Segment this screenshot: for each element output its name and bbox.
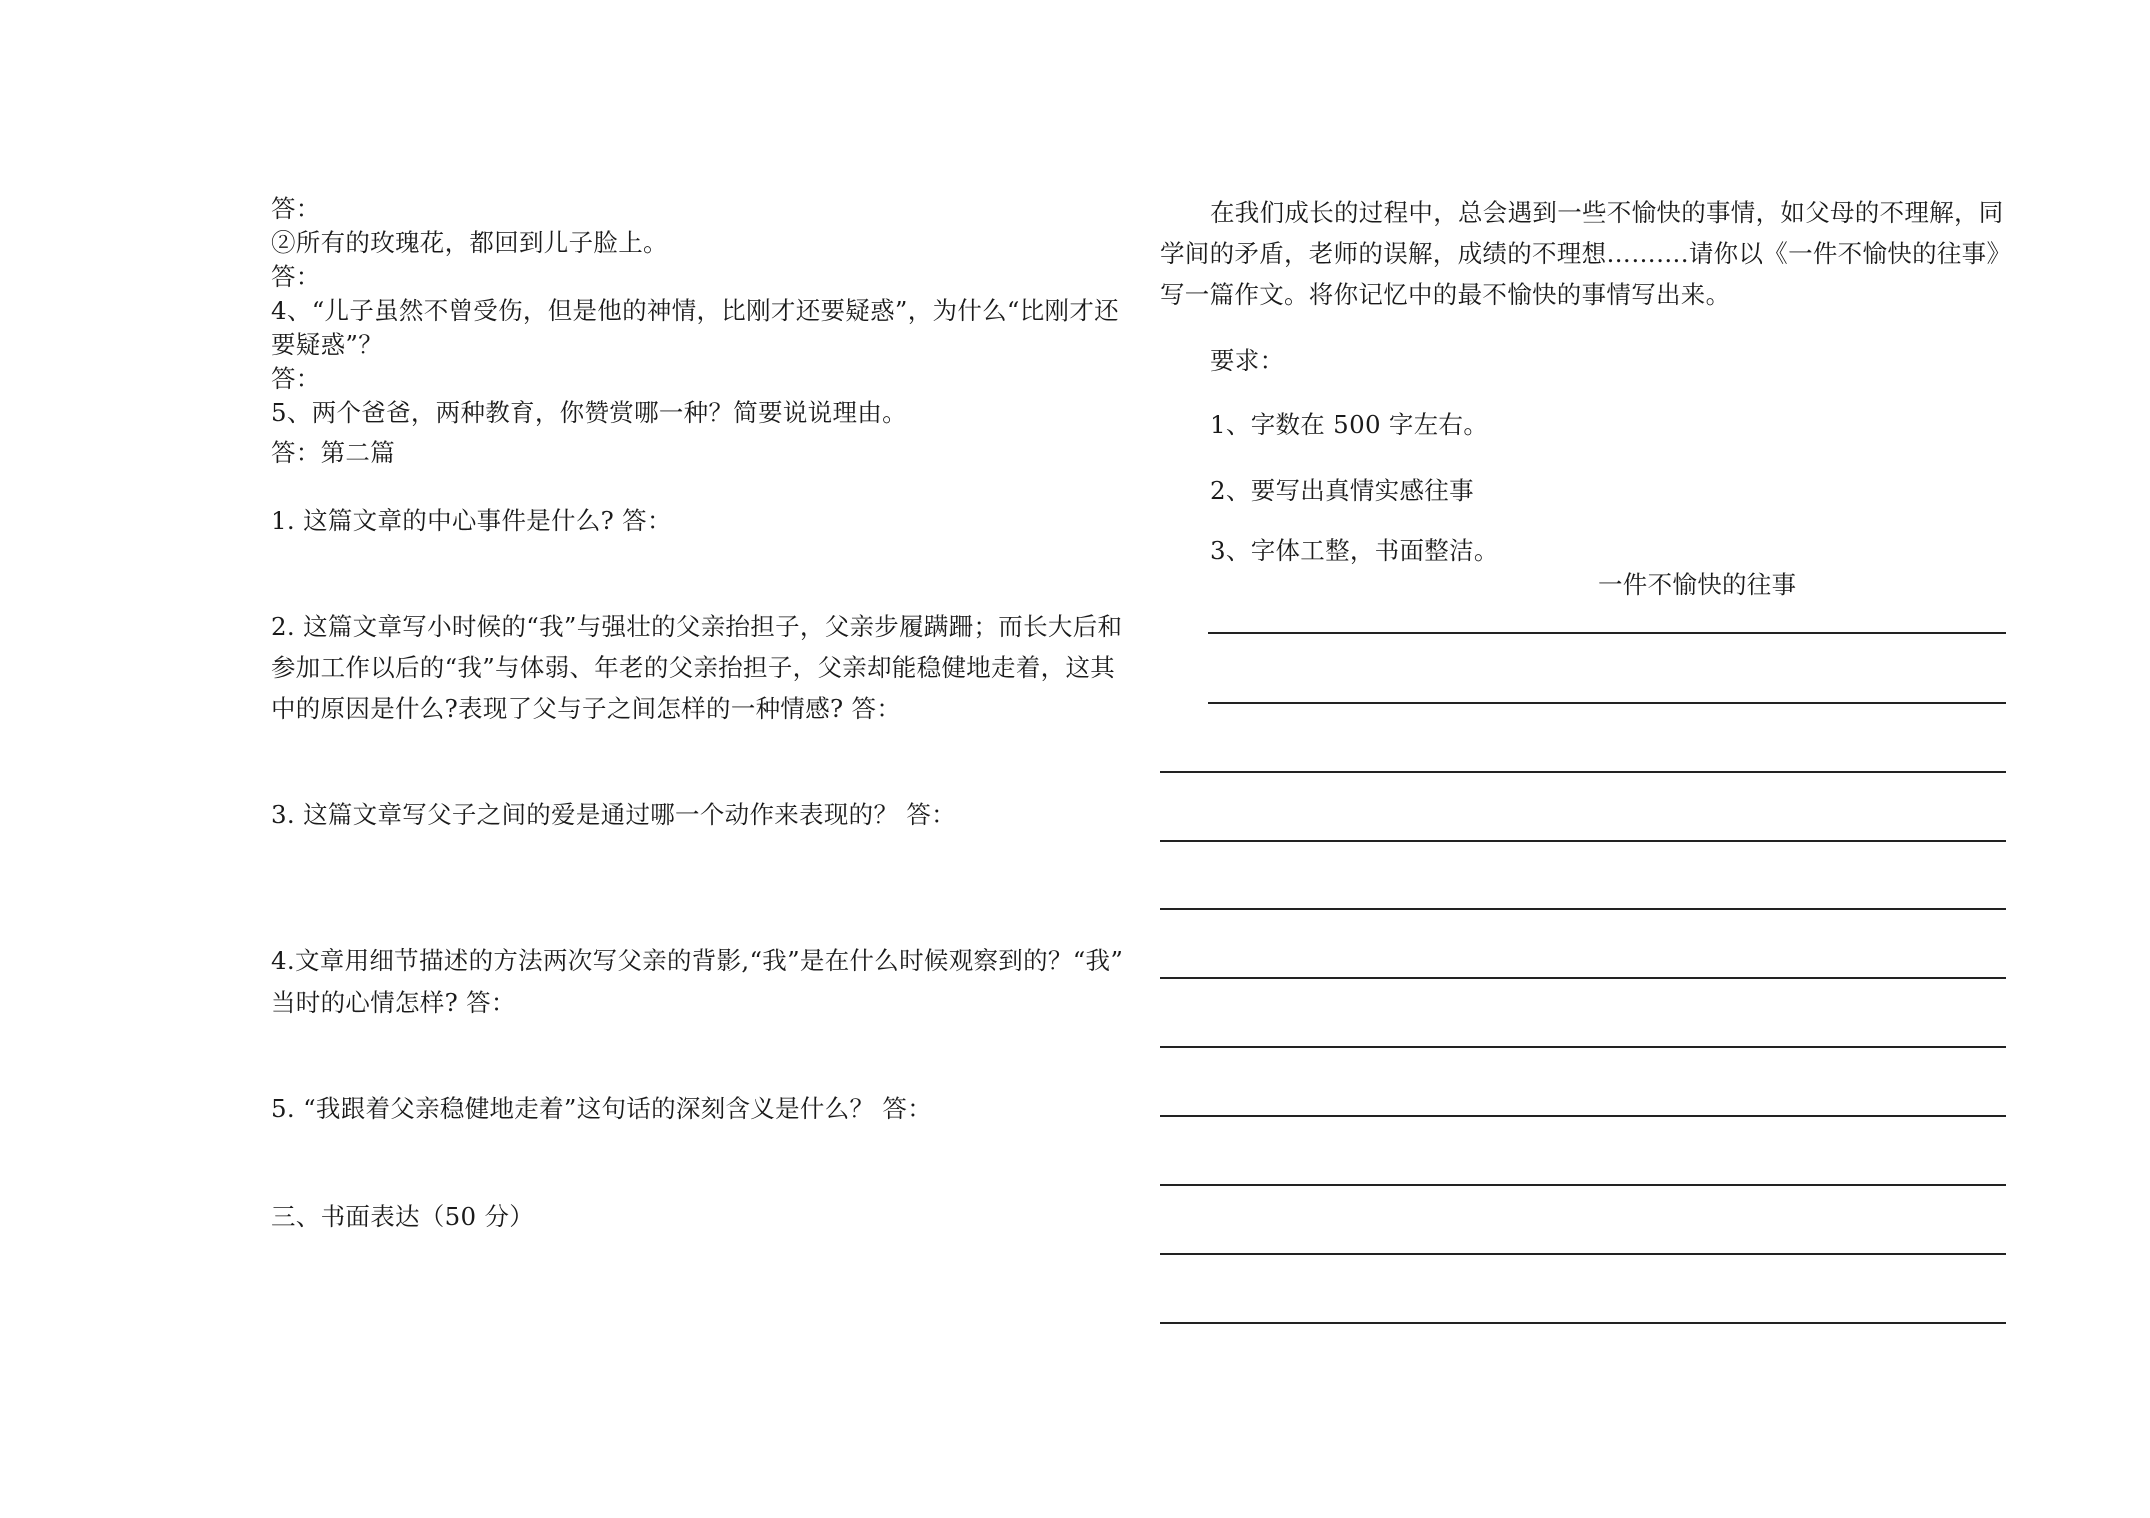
writing-line bbox=[1160, 1322, 2006, 1324]
part2-question-5: 5. “我跟着父亲稳健地走着”这句话的深刻含义是什么？ 答： bbox=[271, 1094, 932, 1123]
answer-5-part-2-heading: 答：第二篇 bbox=[271, 438, 395, 467]
answer-line-4: 答： bbox=[271, 364, 321, 393]
essay-prompt-line-1: 在我们成长的过程中，总会遇到一些不愉快的事情，如父母的不理解，同 bbox=[1210, 198, 2004, 227]
part2-question-2-line-2: 参加工作以后的“我”与体弱、年老的父亲抬担子，父亲却能稳健地走着，这其 bbox=[271, 653, 1116, 682]
essay-title: 一件不愉快的往事 bbox=[1598, 570, 1797, 599]
answer-line-2: 答： bbox=[271, 262, 321, 291]
question-4-line-2: 要疑惑”？ bbox=[271, 330, 384, 359]
requirement-1: 1、字数在 500 字左右。 bbox=[1210, 410, 1489, 439]
writing-line bbox=[1160, 771, 2006, 773]
section-3-heading: 三、书面表达（50 分） bbox=[271, 1202, 535, 1231]
question-4-line-1: 4、“儿子虽然不曾受伤，但是他的神情，比刚才还要疑惑”，为什么“比刚才还 bbox=[271, 296, 1119, 325]
part2-question-4-line-1: 4.文章用细节描述的方法两次写父亲的背影,“我”是在什么时候观察到的？“我” bbox=[271, 946, 1124, 975]
answer-line-1: 答： bbox=[271, 194, 321, 223]
part2-question-3: 3. 这篇文章写父子之间的爱是通过哪一个动作来表现的？ 答： bbox=[271, 800, 956, 829]
writing-line bbox=[1160, 977, 2006, 979]
requirements-label: 要求： bbox=[1210, 346, 1285, 375]
writing-line bbox=[1160, 840, 2006, 842]
writing-line bbox=[1208, 702, 2006, 704]
sentence-2: ②所有的玫瑰花，都回到儿子脸上。 bbox=[271, 228, 668, 257]
writing-line bbox=[1160, 1115, 2006, 1117]
writing-line bbox=[1160, 1253, 2006, 1255]
essay-prompt-line-3: 写一篇作文。将你记忆中的最不愉快的事情写出来。 bbox=[1160, 280, 1731, 309]
part2-question-4-line-2: 当时的心情怎样? 答： bbox=[271, 988, 516, 1017]
part2-question-1: 1. 这篇文章的中心事件是什么? 答： bbox=[271, 506, 672, 535]
writing-line bbox=[1160, 1184, 2006, 1186]
writing-line bbox=[1208, 632, 2006, 634]
part2-question-2-line-3: 中的原因是什么?表现了父与子之间怎样的一种情感? 答： bbox=[271, 694, 902, 723]
part2-question-2-line-1: 2. 这篇文章写小时候的“我”与强壮的父亲抬担子，父亲步履蹒跚；而长大后和 bbox=[271, 612, 1123, 641]
requirement-3: 3、字体工整，书面整洁。 bbox=[1210, 536, 1499, 565]
writing-line bbox=[1160, 1046, 2006, 1048]
question-5: 5、两个爸爸，两种教育，你赞赏哪一种？简要说说理由。 bbox=[271, 398, 907, 427]
writing-line bbox=[1160, 908, 2006, 910]
essay-prompt-line-2: 学间的矛盾，老师的误解，成绩的不理想……….请你以《一件不愉快的往事》 bbox=[1160, 239, 2012, 268]
requirement-2: 2、要写出真情实感往事 bbox=[1210, 476, 1474, 505]
